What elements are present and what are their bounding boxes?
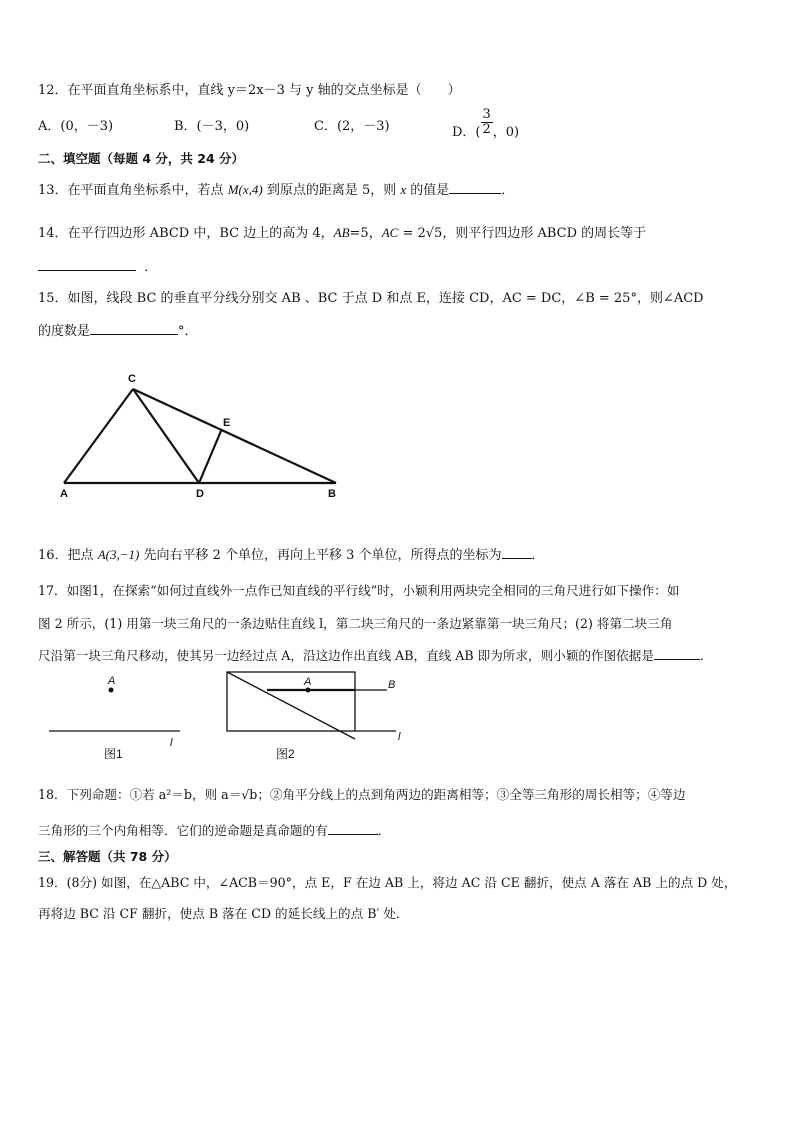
triangle-ruler-first	[227, 672, 355, 731]
point-a	[109, 688, 114, 693]
q13-text-mid: 到原点的距离是 5，则	[262, 183, 401, 198]
q14	[38, 224, 646, 243]
q17-figures	[40, 668, 420, 768]
q13-var: x	[400, 182, 407, 197]
q14-text-post: ，则平行四边形 ABCD 的周长等于	[442, 226, 647, 241]
q14-text: 14．在平行四边形 ABCD 中，BC 边上的高为 4，	[38, 226, 334, 241]
q12-option-d-prefix: D．(	[452, 125, 481, 140]
label-l: l	[170, 737, 173, 749]
answer-blank[interactable]	[90, 322, 178, 335]
q17-line2: 图 2 所示，(1) 用第一块三角尺的一条边贴住直线 l，第二块三角尺的一条边紧靠第一块三角尺；(2) 将第二块三角	[38, 616, 673, 631]
point-a-fig2	[306, 688, 311, 693]
q17-text: 尺沿第一块三角尺移动，使其另一边经过点 A，沿这边作出直线 AB，直线 AB 即为所求，则小颖的作图依据是	[38, 648, 654, 663]
label-l-fig2: l	[398, 731, 401, 743]
figure-1	[49, 675, 180, 761]
q12-option-d-suffix: ，0)	[492, 125, 520, 140]
q13	[38, 181, 514, 200]
q12-option-a: A．(0，－3)	[38, 119, 114, 134]
q18-line1: 18．下列命题：①若 a²＝b，则 a＝√b；②角平分线上的点到角两边的距离相等；③全等三角形的周长相等；④等边	[38, 787, 686, 802]
label-a: A	[60, 488, 68, 500]
triangle-ruler-hypotenuse	[227, 672, 355, 739]
q18-text: 三角形的三个内角相等．它们的逆命题是真命题的有	[38, 823, 328, 838]
q16-point: A(3,−1)	[97, 547, 140, 562]
q15-text: 的度数是	[38, 324, 91, 339]
label-d: D	[196, 488, 204, 500]
q15-line1: 15．如图，线段 BC 的垂直平分线分别交 AB 、BC 于点 D 和点 E，连接 CD，AC = DC，∠B = 25°，则∠ACD	[38, 291, 704, 306]
q13-text: 13．在平面直角坐标系中，若点	[38, 183, 228, 198]
q19-line2: 再将边 BC 沿 CF 翻折，使点 B 落在 CD 的延长线上的点 B′ 处．	[38, 906, 409, 921]
segment-cb	[133, 389, 336, 483]
q19-line1: 19．(8分) 如图，在△ABC 中，∠ACB＝90°，点 E，F 在边 AB 上，将边 AC 沿 CE 翻折，使点 A 落在 AB 上的点 D 处，	[38, 875, 737, 890]
q16-end: ．	[531, 548, 545, 563]
label-e: E	[223, 417, 231, 429]
q15-line2	[38, 322, 198, 341]
label-c: C	[128, 373, 136, 385]
answer-blank[interactable]	[654, 647, 700, 660]
figure-2	[227, 672, 396, 739]
label-a: A	[108, 675, 116, 687]
q14-end: ．	[144, 260, 158, 275]
q18-end: ．	[377, 823, 391, 838]
answer-blank[interactable]	[328, 822, 378, 835]
q14-eq1: =5，	[349, 226, 382, 241]
figure-2-caption: 图2	[276, 747, 295, 761]
q16-text: 16．把点	[38, 548, 98, 563]
q15-triangle-figure	[55, 368, 355, 503]
q14-answer-line	[38, 258, 157, 277]
label-a-fig2: A	[304, 676, 312, 688]
q16-text-post: 先向右平移 2 个单位，再向上平移 3 个单位，所得点的坐标为	[139, 548, 502, 563]
q14-eq2: = 2√5	[398, 226, 443, 241]
q17-line3	[38, 647, 713, 665]
q17-line1: 17．如图1，在探索“如何过直线外一点作已知直线的平行线”时，小颖利用两块完全相同的三角尺进行如下操作：如	[38, 583, 680, 598]
q12-option-d-fraction	[481, 108, 493, 137]
fraction-denominator: 2	[482, 122, 491, 137]
section-fill-in-title: 二、填空题（每题 4 分，共 24 分）	[38, 151, 245, 166]
q12-options	[38, 107, 738, 154]
q13-text-post: 的值是	[406, 183, 450, 198]
label-b: B	[328, 488, 336, 500]
q13-end: ．	[501, 183, 515, 198]
figure-1-caption: 图1	[104, 747, 123, 761]
q13-point: M(x,4)	[227, 182, 263, 197]
q12-option-c: C．(2，－3)	[314, 119, 390, 134]
answer-blank[interactable]	[502, 546, 532, 559]
label-b-fig2: B	[388, 679, 396, 691]
q18-line2	[38, 822, 390, 840]
q12-option-b: B．(－3，0)	[174, 119, 250, 134]
q12-option-d	[452, 107, 520, 140]
q17-end: ．	[699, 648, 713, 663]
q14-ac: AC	[381, 225, 399, 240]
fraction-numerator: 3	[482, 107, 491, 122]
segment-de	[199, 431, 221, 483]
q16	[38, 546, 545, 565]
q12-stem: 12．在平面直角坐标系中，直线 y＝2x－3 与 y 轴的交点坐标是（ ）	[38, 83, 461, 98]
answer-blank[interactable]	[449, 181, 501, 194]
section-solution-title: 三、解答题（共 78 分）	[38, 849, 177, 864]
segment-ac	[64, 389, 133, 483]
q14-ab: AB	[333, 225, 350, 240]
q15-end: °．	[178, 324, 198, 339]
answer-blank[interactable]	[38, 258, 136, 271]
